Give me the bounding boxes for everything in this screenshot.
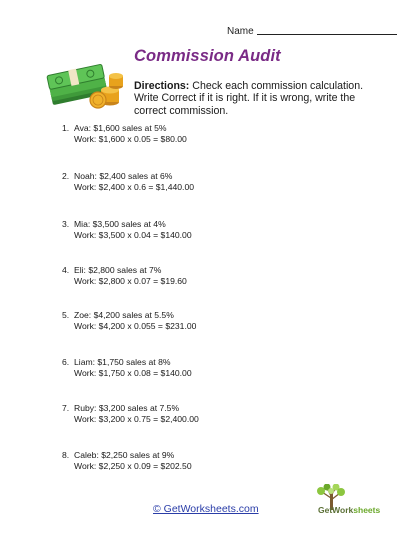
page-title: Commission Audit bbox=[134, 47, 281, 65]
problem-statement: Liam: $1,750 sales at 8% bbox=[74, 357, 171, 367]
money-and-coins-icon bbox=[46, 56, 126, 112]
problem-number: 6. bbox=[62, 357, 70, 367]
problem-number: 4. bbox=[62, 265, 70, 275]
problem-statement: Zoe: $4,200 sales at 5.5% bbox=[74, 310, 174, 320]
problem-statement: Noah: $2,400 sales at 6% bbox=[74, 171, 173, 181]
directions-text: Check each commission calculation. Write Correct if it is right. If it is wrong, write the correct commission. bbox=[134, 80, 364, 117]
problem-statement: Mia: $3,500 sales at 4% bbox=[74, 219, 166, 229]
problem-work: Work: $2,800 x 0.07 = $19.60 bbox=[74, 276, 187, 286]
problem-number: 7. bbox=[62, 403, 70, 413]
problem-work: Work: $2,250 x 0.09 = $202.50 bbox=[74, 461, 192, 471]
problem-number: 1. bbox=[62, 123, 70, 133]
getworksheets-link[interactable]: © GetWorksheets.com bbox=[153, 503, 259, 515]
problem-work: Work: $3,500 x 0.04 = $140.00 bbox=[74, 230, 192, 240]
problem-number: 3. bbox=[62, 219, 70, 229]
problem-work: Work: $1,750 x 0.08 = $140.00 bbox=[74, 368, 192, 378]
brand-text-a: GetWork bbox=[318, 505, 354, 515]
problem-statement: Caleb: $2,250 sales at 9% bbox=[74, 450, 175, 460]
problem-work: Work: $4,200 x 0.055 = $231.00 bbox=[74, 321, 197, 331]
name-line[interactable] bbox=[257, 34, 397, 35]
name-field-row bbox=[227, 26, 397, 37]
problem-work: Work: $1,600 x 0.05 = $80.00 bbox=[74, 134, 187, 144]
problem-statement: Ruby: $3,200 sales at 7.5% bbox=[74, 403, 180, 413]
name-label: Name bbox=[227, 26, 254, 37]
problem-statement: Ava: $1,600 sales at 5% bbox=[74, 123, 167, 133]
directions bbox=[134, 80, 374, 117]
problem-work: Work: $3,200 x 0.75 = $2,400.00 bbox=[74, 414, 199, 424]
problem-number: 5. bbox=[62, 310, 70, 320]
problem-number: 8. bbox=[62, 450, 70, 460]
brand-text-b: sheets bbox=[353, 505, 381, 515]
tree-logo-icon bbox=[310, 484, 396, 524]
directions-label: Directions: bbox=[134, 80, 190, 92]
problem-number: 2. bbox=[62, 171, 70, 181]
problem-work: Work: $2,400 x 0.6 = $1,440.00 bbox=[74, 182, 194, 192]
problem-statement: Eli: $2,800 sales at 7% bbox=[74, 265, 162, 275]
brand-wordmark bbox=[318, 505, 380, 515]
